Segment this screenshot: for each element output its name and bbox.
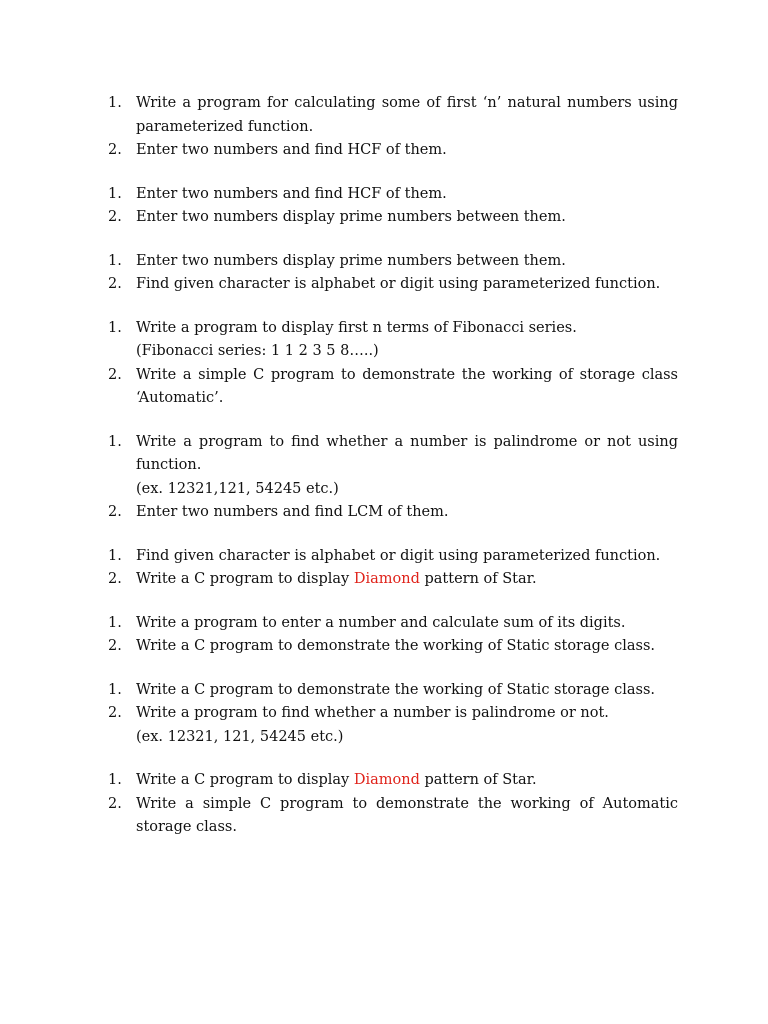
list-item (108, 139, 678, 163)
list-item (108, 92, 678, 139)
item-text: Write a C program to demonstrate the working of Static storage class. (136, 681, 655, 698)
item-text-post: pattern of Star. (419, 571, 537, 587)
item-text: Enter two numbers and find HCF of them. (136, 185, 447, 202)
question-group (108, 183, 678, 230)
item-number: 2. (108, 638, 122, 654)
item-text: Write a C program to demonstrate the working of Static storage class. (136, 638, 655, 654)
item-number: 2. (108, 571, 122, 587)
list-item (108, 702, 678, 749)
list-item (108, 545, 678, 569)
item-number: 2. (108, 276, 122, 292)
list-item (108, 250, 678, 274)
document-content (108, 92, 678, 860)
question-group (108, 250, 678, 297)
item-text: Write a program to find whether a number is palindrome or not using function. (136, 433, 678, 473)
item-number: 2. (108, 142, 122, 158)
item-number: 1. (108, 185, 122, 202)
question-group (108, 431, 678, 525)
item-text-pre: Write a C program to display (136, 571, 354, 587)
list-item (108, 568, 678, 592)
list-item (108, 317, 678, 364)
item-text: Write a program to find whether a number is palindrome or not. (136, 705, 609, 721)
list-item (108, 183, 678, 207)
item-number: 1. (108, 319, 122, 336)
highlighted-word: Diamond (353, 772, 420, 788)
item-text: Write a program for calculating some of first ‘n’ natural numbers using parameterized function. (136, 95, 678, 135)
question-group (108, 679, 678, 750)
list-item (108, 206, 678, 230)
question-group (108, 545, 678, 592)
item-text: Enter two numbers and find HCF of them. (136, 142, 447, 158)
list-item (108, 612, 678, 636)
item-number: 2. (108, 504, 122, 520)
item-number: 1. (108, 614, 122, 631)
question-group (108, 769, 678, 840)
question-group (108, 92, 678, 163)
item-number: 1. (108, 547, 122, 564)
item-text: Find given character is alphabet or digit using parameterized function. (136, 276, 661, 292)
item-text-pre: Write a C program to display (136, 772, 354, 788)
list-item (108, 769, 678, 793)
item-text: Enter two numbers display prime numbers between them. (136, 252, 566, 269)
list-item (108, 635, 678, 659)
item-text: Enter two numbers display prime numbers between them. (136, 209, 566, 225)
item-number: 1. (108, 772, 122, 788)
list-item (108, 679, 678, 703)
item-text: Write a program to display first n terms of Fibonacci series. (136, 319, 577, 336)
question-group (108, 317, 678, 411)
list-item (108, 364, 678, 411)
item-text: Write a simple C program to demonstrate the working of storage class ‘Automatic’. (136, 366, 678, 406)
item-text: Write a program to enter a number and calculate sum of its digits. (136, 614, 626, 631)
item-number: 1. (108, 252, 122, 269)
list-item (108, 431, 678, 502)
item-text: Find given character is alphabet or digit using parameterized function. (136, 547, 661, 564)
item-text-post: pattern of Star. (419, 772, 537, 788)
item-number: 2. (108, 209, 122, 225)
item-number: 1. (108, 681, 122, 698)
item-number: 2. (108, 795, 122, 812)
highlighted-word: Diamond (353, 571, 420, 587)
item-text: Write a simple C program to demonstrate the working of Automatic storage class. (136, 795, 678, 835)
item-subtext: (Fibonacci series: 1 1 2 3 5 8…..) (136, 343, 379, 359)
question-group (108, 612, 678, 659)
list-item (108, 273, 678, 297)
item-number: 2. (108, 366, 122, 383)
list-item (108, 501, 678, 525)
item-number: 2. (108, 705, 122, 721)
item-number: 1. (108, 433, 122, 450)
item-subtext: (ex. 12321,121, 54245 etc.) (136, 480, 339, 497)
item-subtext: (ex. 12321, 121, 54245 etc.) (136, 728, 344, 745)
item-number: 1. (108, 95, 122, 111)
list-item (108, 793, 678, 840)
item-text: Enter two numbers and find LCM of them. (136, 504, 449, 520)
